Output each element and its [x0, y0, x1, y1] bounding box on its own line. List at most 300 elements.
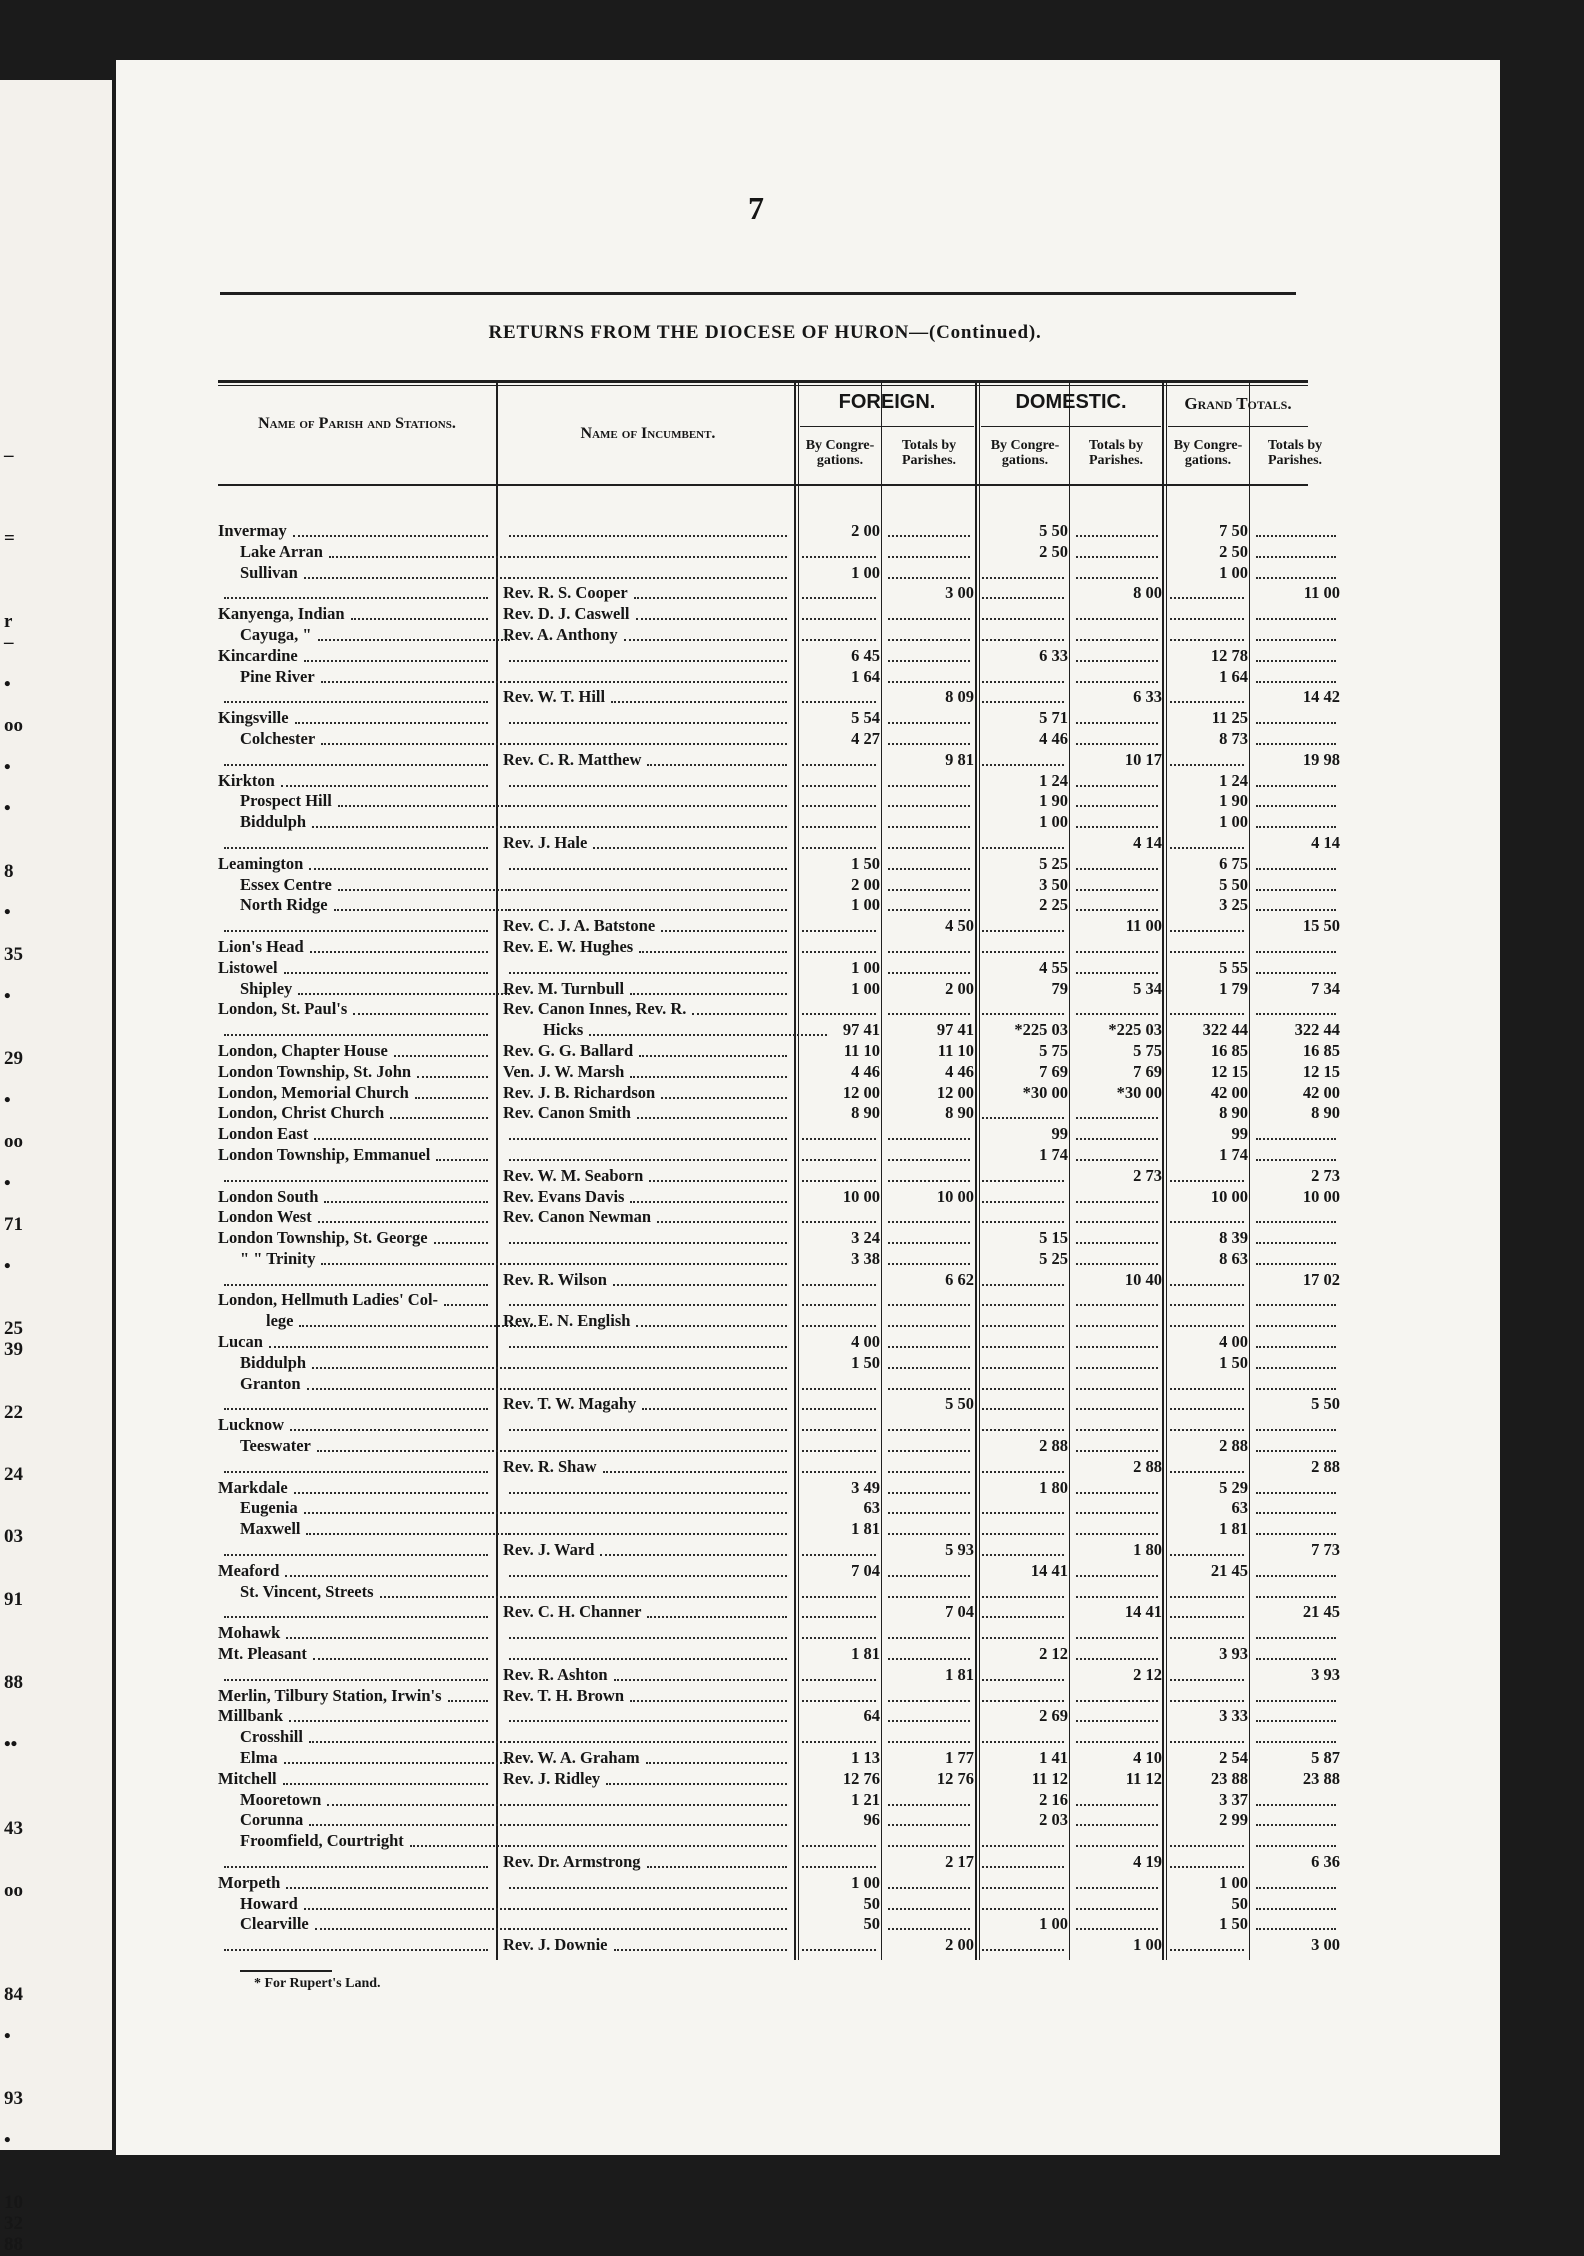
foreign-by-congregations-cell: 7 04 — [851, 1560, 880, 1580]
foreign-by-congregations-cell: 1 50 — [851, 1352, 880, 1372]
table-row — [218, 1435, 1308, 1456]
table-row — [218, 1581, 1308, 1602]
table-row — [218, 1643, 1308, 1664]
dot-leader — [1076, 909, 1158, 911]
domestic-by-congregations-cell: 2 25 — [1039, 895, 1068, 915]
foreign-by-congregations-cell — [798, 1415, 880, 1435]
incumbent-name-cell — [503, 646, 793, 666]
foreign-by-congregations-cell — [798, 583, 880, 603]
parish-name-cell: Kingsville — [218, 708, 494, 728]
foreign-totals-by-parishes-cell — [884, 1873, 974, 1893]
domestic-by-congregations-cell — [978, 1394, 1068, 1414]
parish-name-cell: London Township, St. George — [218, 1228, 494, 1248]
dot-leader — [802, 639, 876, 641]
parish-name-cell — [218, 1394, 494, 1414]
dot-leader — [1076, 1512, 1158, 1514]
foreign-totals-by-parishes-cell — [884, 771, 974, 791]
foreign-totals-by-parishes-cell — [884, 1332, 974, 1352]
foreign-totals-by-parishes-cell — [884, 1478, 974, 1498]
grand-by-congregations-cell: 11 25 — [1211, 708, 1248, 728]
dot-leader — [888, 1720, 970, 1722]
left-page-fragment: – — [4, 632, 14, 653]
grand-by-congregations-cell: 4 00 — [1219, 1332, 1248, 1352]
dot-leader — [1170, 1284, 1244, 1286]
dot-leader — [888, 868, 970, 870]
dot-leader — [802, 1949, 876, 1951]
dot-leader — [1256, 951, 1336, 953]
dot-leader — [299, 1325, 536, 1327]
foreign-totals-by-parishes-cell — [884, 1561, 974, 1581]
dot-leader — [600, 1554, 787, 1556]
dot-leader — [1076, 1117, 1158, 1119]
dot-leader — [802, 1471, 876, 1473]
dot-leader — [982, 1512, 1064, 1514]
dot-leader — [614, 1949, 787, 1951]
grand-by-congregations-cell: 3 25 — [1219, 895, 1248, 915]
parish-name-cell: London, Chapter House — [218, 1041, 494, 1061]
dot-leader — [1170, 1221, 1244, 1223]
table-row — [218, 582, 1340, 603]
dot-leader — [318, 639, 510, 641]
dot-leader — [888, 951, 970, 953]
incumbent-name-cell — [503, 1894, 793, 1914]
grand-totals-by-parishes-cell — [1252, 1311, 1340, 1331]
incumbent-name-cell — [503, 1436, 793, 1456]
foreign-totals-by-parishes-cell — [884, 708, 974, 728]
parish-name-cell: Meaford — [218, 1561, 494, 1581]
incumbent-name-cell: Rev. G. G. Ballard — [503, 1041, 793, 1061]
domestic-by-congregations-cell: 5 75 — [1039, 1040, 1068, 1060]
grand-totals-by-parishes-cell — [1252, 1686, 1340, 1706]
dot-leader — [1076, 556, 1158, 558]
dot-leader — [415, 1097, 488, 1099]
dot-leader — [1076, 1596, 1158, 1598]
foreign-by-congregations-cell: 11 10 — [843, 1040, 880, 1060]
grand-by-congregations-cell: 23 88 — [1210, 1768, 1248, 1788]
domestic-totals-by-parishes-cell — [1072, 1436, 1162, 1456]
dot-leader — [1076, 1346, 1158, 1348]
dot-leader — [888, 1221, 970, 1223]
dot-leader — [802, 1159, 876, 1161]
dot-leader — [1256, 1450, 1336, 1452]
dot-leader — [982, 1887, 1064, 1889]
grand-totals-by-parishes-cell: 17 02 — [1302, 1269, 1340, 1289]
domestic-totals-by-parishes-cell — [1072, 604, 1162, 624]
domestic-by-congregations-cell — [978, 667, 1068, 687]
dot-leader — [269, 1346, 488, 1348]
dot-leader — [1076, 722, 1158, 724]
dot-leader — [802, 1180, 876, 1182]
dot-leader — [888, 1138, 970, 1140]
dot-leader — [982, 1325, 1064, 1327]
dot-leader — [509, 1637, 787, 1639]
parish-name-cell: Maxwell — [218, 1519, 516, 1539]
foreign-totals-by-parishes-cell: 3 00 — [945, 583, 974, 603]
domestic-totals-by-parishes-cell: 2 88 — [1133, 1456, 1162, 1476]
incumbent-name-cell: Rev. W. T. Hill — [503, 687, 793, 707]
dot-leader — [313, 1658, 488, 1660]
foreign-totals-by-parishes-cell — [884, 999, 974, 1019]
dot-leader — [611, 701, 787, 703]
incumbent-name-cell — [503, 791, 793, 811]
incumbent-name-cell: Rev. T. H. Brown — [503, 1686, 793, 1706]
foreign-totals-by-parishes-cell: 2 17 — [945, 1852, 974, 1871]
dot-leader — [304, 1512, 510, 1514]
domestic-by-congregations-cell: 2 03 — [1039, 1810, 1068, 1830]
incumbent-name-cell — [503, 729, 793, 749]
domestic-by-congregations-cell — [978, 1873, 1068, 1893]
domestic-by-congregations-cell — [978, 1332, 1068, 1352]
foreign-by-congregations-cell — [798, 1852, 880, 1872]
grand-by-congregations-cell: 2 50 — [1219, 541, 1248, 561]
grand-totals-by-parishes-cell — [1252, 1727, 1340, 1747]
dot-leader — [802, 1138, 876, 1140]
dot-leader — [315, 1928, 510, 1930]
domestic-by-congregations-cell: 2 69 — [1039, 1706, 1068, 1726]
domestic-by-congregations-cell: 5 15 — [1039, 1228, 1068, 1248]
dot-leader — [338, 889, 510, 891]
left-page-fragment: • — [4, 798, 11, 820]
domestic-by-congregations-cell — [978, 1498, 1068, 1518]
dot-leader — [509, 972, 787, 974]
incumbent-name-cell — [503, 1478, 793, 1498]
parish-name-cell: Mitchell — [218, 1769, 494, 1789]
dot-leader — [309, 1741, 510, 1743]
domestic-by-congregations-cell: 2 12 — [1039, 1644, 1068, 1664]
foreign-totals-by-parishes-cell — [884, 875, 974, 895]
domestic-by-congregations-cell — [978, 1623, 1068, 1643]
domestic-totals-by-parishes-cell — [1072, 667, 1162, 687]
dot-leader — [1076, 1388, 1158, 1390]
footnote-rule — [240, 1970, 332, 1972]
table-row — [218, 1061, 1340, 1082]
dot-leader — [1256, 1533, 1336, 1535]
dot-leader — [982, 1429, 1064, 1431]
dot-leader — [982, 1616, 1064, 1618]
dot-leader — [1076, 1159, 1158, 1161]
dot-leader — [1170, 1304, 1244, 1306]
table-row — [218, 1705, 1308, 1726]
dot-leader — [888, 1575, 970, 1577]
dot-leader — [982, 1533, 1064, 1535]
dot-leader — [1076, 1575, 1158, 1577]
dot-leader — [509, 743, 787, 745]
foreign-totals-by-parishes-cell: 10 00 — [936, 1186, 974, 1206]
incumbent-name-cell — [503, 542, 793, 562]
dot-leader — [647, 764, 787, 766]
dot-leader — [1170, 1741, 1244, 1743]
domestic-by-congregations-cell — [978, 999, 1068, 1019]
foreign-by-congregations-cell — [798, 1311, 880, 1331]
table-row — [218, 520, 1308, 541]
incumbent-name-cell: Rev. A. Anthony — [503, 625, 793, 645]
left-page-edge — [0, 80, 112, 2255]
dot-leader — [1256, 1388, 1336, 1390]
incumbent-name-cell — [503, 1124, 793, 1144]
left-page-fragment: 10 — [4, 2192, 23, 2213]
domestic-totals-by-parishes-cell — [1072, 812, 1162, 832]
incumbent-name-cell — [503, 563, 793, 583]
dot-leader — [1076, 681, 1158, 683]
foreign-totals-by-parishes-cell — [884, 833, 974, 853]
parish-name-cell: North Ridge — [218, 895, 516, 915]
grand-by-congregations-cell — [1166, 687, 1248, 707]
dot-leader — [1076, 826, 1158, 828]
dot-leader — [509, 1887, 787, 1889]
dot-leader — [290, 1429, 488, 1431]
foreign-header: FOREIGN. — [838, 391, 936, 413]
dot-leader — [888, 1013, 970, 1015]
incumbent-name-cell — [503, 1290, 793, 1310]
grand-by-congregations-cell: 5 55 — [1219, 957, 1248, 977]
domestic-totals-by-parishes-cell: 2 73 — [1133, 1165, 1162, 1185]
table-row — [218, 1373, 1308, 1394]
dot-leader — [589, 1034, 827, 1036]
left-page-fragment: 91 — [4, 1588, 23, 1610]
grand-totals-by-parishes-cell — [1252, 1290, 1340, 1310]
grand-totals-by-parishes-cell: 14 42 — [1302, 687, 1340, 707]
domestic-totals-by-parishes-cell — [1072, 1623, 1162, 1643]
grand-by-congregations-cell — [1166, 937, 1248, 957]
dot-leader — [1170, 930, 1244, 932]
grand-totals-by-parishes-cell — [1252, 1207, 1340, 1227]
dot-leader — [1076, 805, 1158, 807]
domestic-totals-by-parishes-cell: 1 80 — [1133, 1540, 1162, 1560]
foreign-by-congregations-cell — [798, 687, 880, 707]
grand-totals-by-parishes-cell: 16 85 — [1302, 1040, 1340, 1060]
table-row — [218, 1040, 1340, 1061]
foreign-by-congregations-cell — [798, 1394, 880, 1414]
dot-leader — [310, 951, 488, 953]
dot-leader — [802, 618, 876, 620]
dot-leader — [982, 1367, 1064, 1369]
table-row — [218, 1539, 1340, 1560]
incumbent-name-cell — [503, 667, 793, 687]
dot-leader — [1170, 1325, 1244, 1327]
grand-totals-by-parishes-cell — [1252, 854, 1340, 874]
dot-leader — [1256, 535, 1336, 537]
incumbent-name-cell — [503, 1228, 793, 1248]
dot-leader — [657, 1221, 787, 1223]
domestic-by-congregations-cell — [978, 1270, 1068, 1290]
domestic-totals-by-parishes-cell — [1072, 1810, 1162, 1830]
domestic-totals-by-parishes-cell: *30 00 — [1116, 1082, 1162, 1102]
foreign-by-congregations-cell — [798, 542, 880, 562]
foreign-by-congregations-cell — [798, 1270, 880, 1290]
dot-leader — [593, 847, 787, 849]
dot-leader — [309, 868, 488, 870]
left-page-fragment: 93 — [4, 2088, 23, 2109]
dot-leader — [636, 618, 787, 620]
dot-leader — [982, 618, 1064, 620]
foreign-by-congregations-cell — [798, 750, 880, 770]
dot-leader — [639, 951, 787, 953]
domestic-totals-by-parishes-cell — [1072, 521, 1162, 541]
dot-leader — [224, 1408, 488, 1410]
dot-leader — [509, 1242, 787, 1244]
foreign-by-congregations-cell — [798, 1457, 880, 1477]
foreign-totals-by-parishes-cell: 12 00 — [936, 1082, 974, 1102]
dot-leader — [509, 1741, 787, 1743]
dot-leader — [509, 1908, 787, 1910]
foreign-totals-by-parishes-cell — [884, 1914, 974, 1934]
foreign-totals-by-parishes-cell — [884, 1810, 974, 1830]
domestic-by-congregations-cell — [978, 1353, 1068, 1373]
foreign-by-congregations-cell — [798, 1602, 880, 1622]
domestic-by-congregations-cell: 1 41 — [1039, 1748, 1068, 1768]
dot-leader — [1256, 556, 1336, 558]
table-row — [218, 957, 1308, 978]
dot-leader — [1256, 1242, 1336, 1244]
dot-leader — [1256, 889, 1336, 891]
left-page-fragment: oo — [4, 1131, 23, 1153]
grand-by-congregations-cell: 5 50 — [1219, 874, 1248, 894]
foreign-totals-by-parishes-cell — [884, 1353, 974, 1373]
dot-leader — [614, 1679, 787, 1681]
foreign-by-congregations-cell: 3 24 — [851, 1228, 880, 1248]
dot-leader — [1076, 889, 1158, 891]
foreign-totals-by-parishes-cell: 6 62 — [945, 1269, 974, 1289]
dot-leader — [1076, 1928, 1158, 1930]
dot-leader — [1076, 1325, 1158, 1327]
table-row — [218, 1934, 1340, 1955]
parish-name-cell: Lion's Head — [218, 937, 494, 957]
domestic-totals-by-parishes-cell — [1072, 1311, 1162, 1331]
dot-leader — [509, 1720, 787, 1722]
page-number: 7 — [748, 190, 764, 226]
incumbent-name-cell — [503, 875, 793, 895]
grand-totals-by-parishes-cell — [1252, 1436, 1340, 1456]
table-row — [218, 978, 1340, 999]
dot-leader — [982, 1908, 1064, 1910]
dot-leader — [509, 1492, 787, 1494]
domestic-totals-by-parishes-cell: *225 03 — [1108, 1020, 1162, 1040]
dot-leader — [1256, 681, 1336, 683]
foreign-by-congregations-cell: 1 00 — [851, 978, 880, 998]
dot-leader — [509, 1533, 787, 1535]
foreign-totals-by-parishes-cell: 2 00 — [945, 978, 974, 998]
dot-leader — [802, 1429, 876, 1431]
table-row — [218, 541, 1308, 562]
dot-leader — [1256, 660, 1336, 662]
dot-leader — [224, 1949, 488, 1951]
incumbent-name-cell — [503, 854, 793, 874]
domestic-totals-by-parishes-cell: 8 00 — [1133, 583, 1162, 603]
foreign-totals-by-parishes-cell — [884, 1249, 974, 1269]
grand-totals-by-parishes-cell — [1252, 1353, 1340, 1373]
dot-leader — [1076, 1637, 1158, 1639]
table-row — [218, 874, 1308, 895]
dot-leader — [321, 1263, 510, 1265]
grand-totals-by-parishes-cell: 3 00 — [1311, 1935, 1340, 1955]
grand-totals-by-parishes-cell — [1252, 1623, 1340, 1643]
dot-leader — [982, 577, 1064, 579]
dot-leader — [1076, 972, 1158, 974]
parish-name-cell: lege — [218, 1311, 542, 1331]
grand-by-congregations-cell: 1 81 — [1219, 1519, 1248, 1539]
dot-leader — [1076, 535, 1158, 537]
dot-leader — [1256, 743, 1336, 745]
dot-leader — [224, 1471, 488, 1473]
parish-name-cell: Millbank — [218, 1706, 494, 1726]
dot-leader — [295, 722, 488, 724]
grand-totals-by-parishes-cell: 4 14 — [1311, 832, 1340, 852]
dot-leader — [888, 1824, 970, 1826]
incumbent-name-cell — [503, 1561, 793, 1581]
left-page-fragment: 35 — [4, 944, 23, 965]
domestic-by-congregations-cell — [978, 1831, 1068, 1851]
left-page-fragment: • — [4, 985, 11, 1007]
dot-leader — [982, 1741, 1064, 1743]
parish-name-cell: London West — [218, 1207, 494, 1227]
left-page-fragment: r — [4, 611, 13, 633]
grand-by-congregations-cell — [1166, 1665, 1248, 1685]
incumbent-name-cell: Rev. D. J. Caswell — [503, 604, 793, 624]
dot-leader — [509, 1596, 787, 1598]
dot-leader — [888, 743, 970, 745]
domestic-totals-by-parishes-cell — [1072, 1290, 1162, 1310]
domestic-by-congregations-cell: 2 88 — [1039, 1436, 1068, 1456]
table-row — [218, 1144, 1308, 1165]
dot-leader — [281, 785, 488, 787]
dot-leader — [802, 1741, 876, 1743]
dot-leader — [1076, 577, 1158, 579]
dot-leader — [298, 993, 510, 995]
parish-name-cell: Crosshill — [218, 1727, 516, 1747]
dot-leader — [630, 1076, 787, 1078]
dot-leader — [982, 1596, 1064, 1598]
dot-leader — [1256, 1804, 1336, 1806]
dot-leader — [1256, 1637, 1336, 1639]
left-page-fragment: 84 — [4, 1984, 23, 2005]
dot-leader — [606, 1783, 787, 1785]
dot-leader — [1170, 1949, 1244, 1951]
foreign-totals-by-parishes-cell — [884, 667, 974, 687]
parish-name-cell: Mohawk — [218, 1623, 494, 1643]
dot-leader — [334, 909, 510, 911]
domestic-totals-by-parishes-cell: 14 41 — [1124, 1602, 1162, 1622]
parish-name-cell — [218, 1852, 494, 1872]
domestic-totals-by-parishes-cell: 5 34 — [1133, 978, 1162, 998]
domestic-by-congregations-cell — [978, 1187, 1068, 1207]
foreign-by-congregations-cell: 96 — [863, 1810, 880, 1830]
domestic-by-congregations-cell — [978, 604, 1068, 624]
foreign-by-congregations-cell — [798, 604, 880, 624]
dot-leader — [1076, 639, 1158, 641]
dot-leader — [1256, 1845, 1336, 1847]
domestic-by-congregations-cell — [978, 1457, 1068, 1477]
domestic-by-congregations-cell — [978, 1727, 1068, 1747]
grand-totals-by-parishes-cell — [1252, 958, 1340, 978]
foreign-totals-by-parishes-cell: 2 00 — [945, 1935, 974, 1955]
dot-leader — [888, 722, 970, 724]
table-row — [218, 1352, 1308, 1373]
domestic-totals-by-parishes-cell: 10 17 — [1124, 749, 1162, 769]
grand-totals-by-parishes-cell — [1252, 999, 1340, 1019]
grand-by-congregations-cell: 2 54 — [1219, 1748, 1248, 1768]
dot-leader — [304, 577, 510, 579]
dot-leader — [1076, 1304, 1158, 1306]
dot-leader — [509, 1367, 787, 1369]
dot-leader — [888, 577, 970, 579]
dot-leader — [224, 1180, 488, 1182]
dot-leader — [982, 1471, 1064, 1473]
dot-leader — [888, 1242, 970, 1244]
dot-leader — [309, 1824, 510, 1826]
table-row — [218, 1872, 1308, 1893]
grand-totals-by-parishes-cell: 15 50 — [1302, 916, 1340, 936]
incumbent-name-cell: Rev. Dr. Armstrong — [503, 1852, 793, 1872]
